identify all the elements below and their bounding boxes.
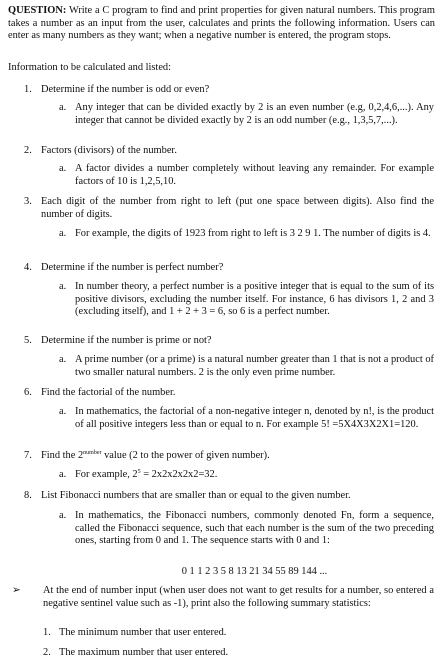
item-title: Determine if the number is perfect number? [41,262,224,273]
list-item: 7. Find the $2^{number}$ value (2 to the power of given number). [24,450,270,461]
question-paragraph [8,5,435,43]
sub-marker: a. [59,102,67,113]
sub-item-text: A factor divides a number completely without leaving any remainder. For example factors of 10 is 1,2,5,10. [75,163,434,187]
list-item: 5. Determine if the number is prime or not? [24,335,212,346]
summary-item: 1. The minimum number that user entered. [43,627,227,638]
sub-item-text: Any integer that can be divided exactly by 2 is an even number (e.g, 0,2,4,6,...). Any integer that cannot be divided exactly by 2 is an odd number (e.g., 1,3,5,7,...). [75,102,434,126]
sub-marker: a. [59,163,67,174]
list-item: 3. Each digit of the number from right to left (put one space between digits). Also find the number of digits. [24,196,434,220]
sub-item-text: In mathematics, the Fibonacci numbers, commonly denoted Fn, form a sequence, called the Fibonacci sequence, such that each number is the sum of the two preceding ones, starting from 0 and 1. The sequence starts with 0 and 1: [75,510,434,547]
sub-item-text: A prime number (or a prime) is a natural number greater than 1 that is not a product of two smaller natural numbers. 2 is the only even prime number. [75,354,434,378]
question-label: QUESTION: [8,5,67,16]
list-item: 2. Factors (divisors) of the number. [24,145,177,156]
list-item: 4. Determine if the number is perfect number? [24,262,224,273]
sub-marker: a. [59,281,67,292]
item-title: Determine if the number is odd or even? [41,84,210,95]
item-title: Determine if the number is prime or not? [41,335,212,346]
item-title: Factors (divisors) of the number. [41,145,177,156]
info-heading: Information to be calculated and listed: [8,62,172,73]
question-text: Write a C program to find and print properties for given natural numbers. This program takes a number as an input from the user, calculates and prints the following information. Users can enter as many numbers as they want; when a negative number is entered, the program stops. [8,5,435,42]
sub-marker: a. [59,228,67,239]
summary-text: At the end of number input (when user does not want to get results for a number, so entered a negative sentinel value such as -1), print also the following summary statistics: [43,585,434,609]
sub-marker: a. [59,406,67,417]
summary-item: 2. The maximum number that user entered. [43,647,229,658]
item-title: Each digit of the number from right to left (put one space between digits). Also find the number of digits. [41,196,434,220]
arrow-bullet-icon: ➢ [12,585,21,596]
sub-marker: a. [59,469,67,480]
sub-item-text: In mathematics, the factorial of a non-negative integer n, denoted by n!, is the product of all positive integers less than or equal to n. For example 5! =5X4X3X2X1=120. [75,406,434,430]
item-title: Find the factorial of the number. [41,387,176,398]
sub-item-text: In number theory, a perfect number is a positive integer that is equal to the sum of its positive divisors, excluding the number itself. For instance, 6 has divisors 1, 2 and 3 (excluding itself), and 1 + 2 + 3 = 6, so 6 is a perfect number. [75,281,434,318]
sub-item-text: For example, $2^5 = 2x2x2x2x2=32$. [75,469,218,480]
sub-marker: a. [59,510,67,521]
fibonacci-sequence: 0 1 1 2 3 5 8 13 21 34 55 89 144 ... [181,566,328,577]
item-title: List Fibonacci numbers that are smaller than or equal to the given number. [41,490,351,501]
list-item: 1. Determine if the number is odd or even? [24,84,210,95]
sub-item-text: For example, the digits of 1923 from right to left is 3 2 9 1. The number of digits is 4. [75,228,431,239]
list-item: 6. Find the factorial of the number. [24,387,176,398]
item-title: Find the $2^{number}$ value (2 to the power of given number). [41,450,270,461]
sub-marker: a. [59,354,67,365]
list-item: 8. List Fibonacci numbers that are smaller than or equal to the given number. [24,490,351,501]
